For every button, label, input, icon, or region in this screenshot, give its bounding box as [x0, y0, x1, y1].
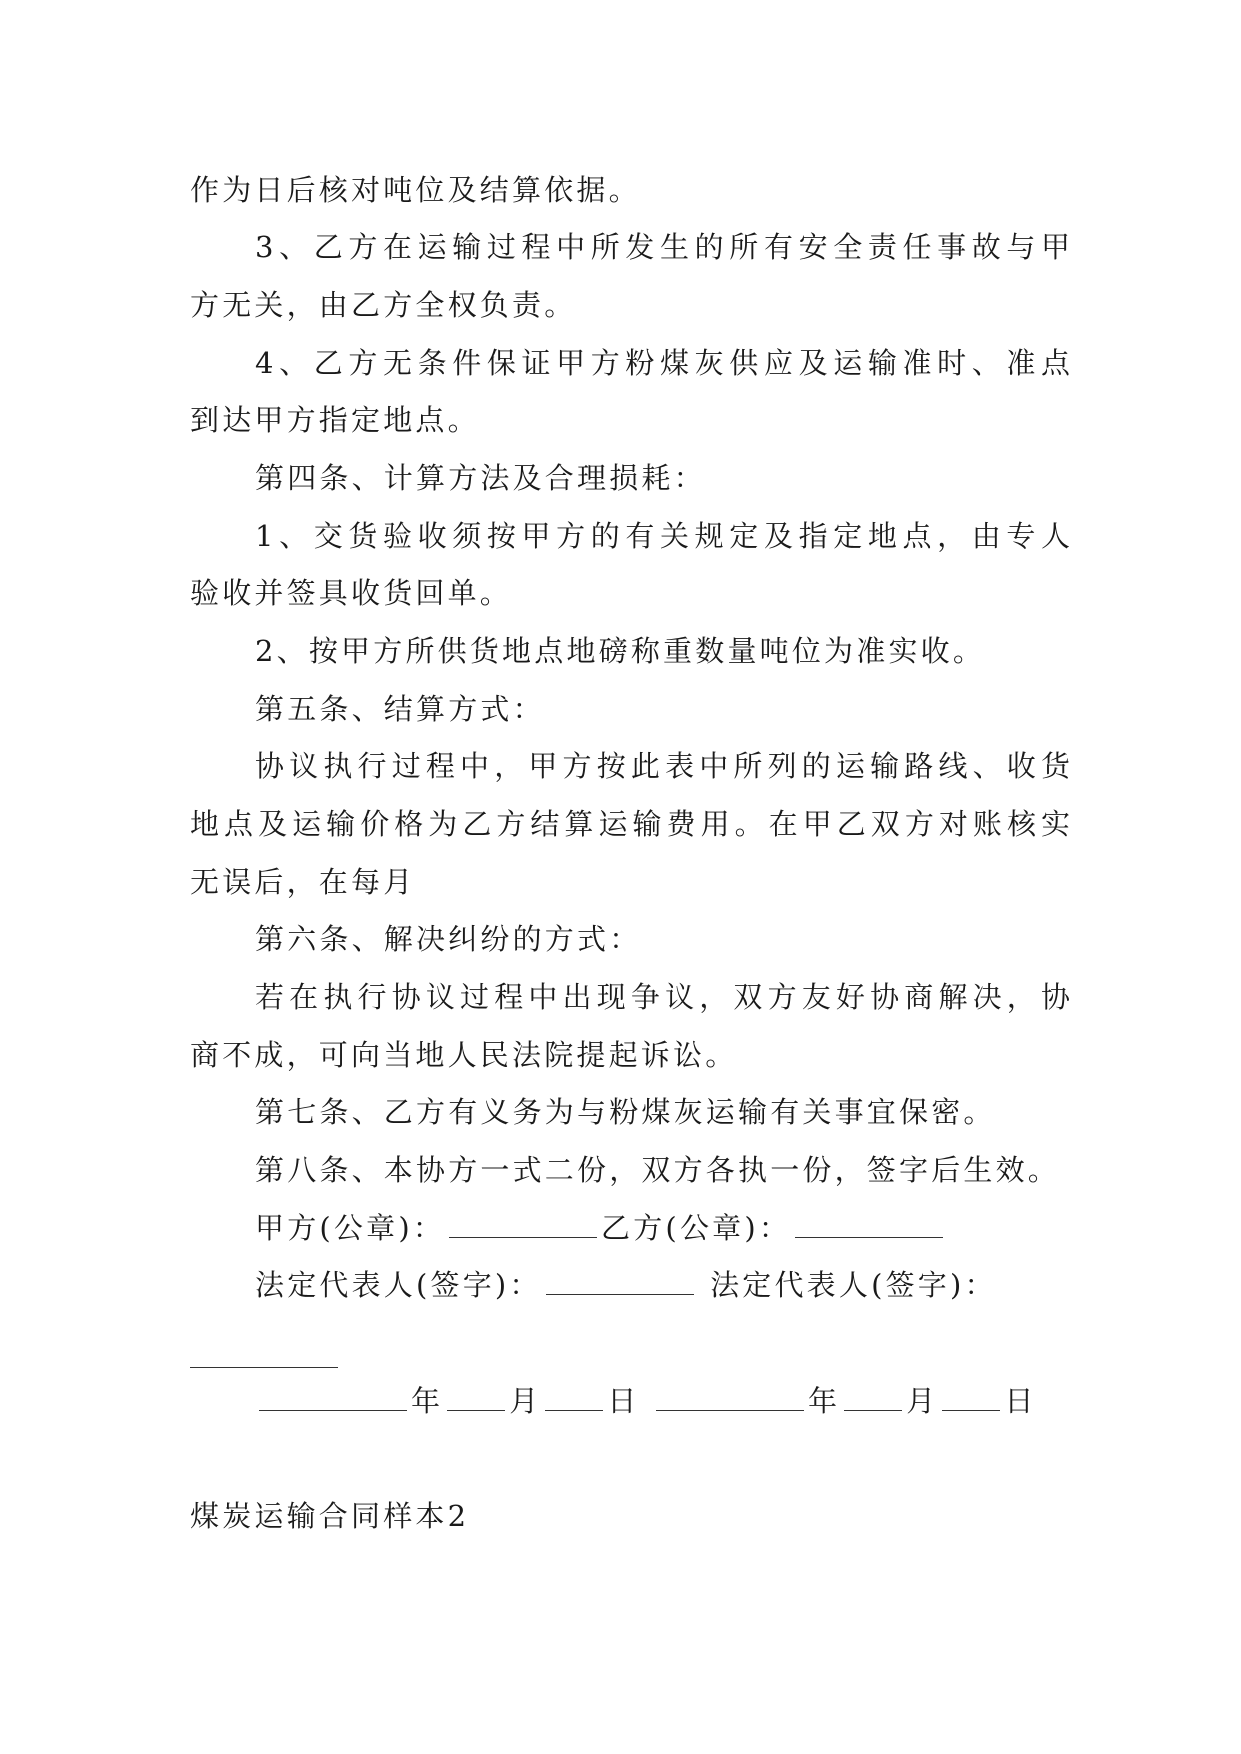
party-b-seal-blank[interactable]	[795, 1211, 943, 1238]
paragraph-line: 无误后，在每月	[190, 865, 416, 899]
paragraph-line: 若在执行协议过程中出现争议，双方友好协商解决，协	[255, 980, 1070, 1014]
paragraph-line: 1、交货验收须按甲方的有关规定及指定地点，由专人	[255, 519, 1070, 553]
date-b-month-blank[interactable]	[844, 1384, 902, 1411]
section-heading: 第六条、解决纠纷的方式：	[255, 922, 642, 956]
paragraph-line: 商不成，可向当地人民法院提起诉讼。	[190, 1038, 738, 1072]
date-a-year-blank[interactable]	[259, 1384, 407, 1411]
date-b-day-blank[interactable]	[942, 1384, 1000, 1411]
paragraph-line: 方无关，由乙方全权负责。	[190, 288, 577, 322]
year-label: 年	[411, 1384, 444, 1418]
paragraph-line: 作为日后核对吨位及结算依据。	[190, 173, 641, 207]
rep-b-label: 法定代表人(签字)：	[710, 1268, 997, 1302]
representative-line	[255, 1265, 1070, 1305]
day-label: 日	[1004, 1384, 1037, 1418]
month-label: 月	[906, 1384, 939, 1418]
party-b-seal-label: 乙方(公章)：	[601, 1211, 792, 1245]
paragraph-line: 到达甲方指定地点。	[190, 403, 480, 437]
section-heading: 第四条、计算方法及合理损耗：	[255, 461, 706, 495]
party-a-seal-label: 甲方(公章)：	[255, 1211, 446, 1245]
paragraph-line: 2、按甲方所供货地点地磅称重数量吨位为准实收。	[255, 634, 986, 668]
year-label: 年	[808, 1384, 841, 1418]
paragraph-line: 协议执行过程中，甲方按此表中所列的运输路线、收货	[255, 749, 1070, 783]
rep-a-blank[interactable]	[546, 1268, 694, 1295]
paragraph-line: 3、乙方在运输过程中所发生的所有安全责任事故与甲	[255, 230, 1070, 264]
rep-a-label: 法定代表人(签字)：	[255, 1268, 542, 1302]
paragraph-line: 4、乙方无条件保证甲方粉煤灰供应及运输准时、准点	[255, 346, 1070, 380]
day-label: 日	[607, 1384, 640, 1418]
date-line	[255, 1381, 1070, 1421]
rep-b-blank[interactable]	[190, 1367, 338, 1368]
seal-line	[255, 1208, 1070, 1248]
paragraph-line: 地点及运输价格为乙方结算运输费用。在甲乙双方对账核实	[190, 807, 1070, 841]
date-b-year-blank[interactable]	[656, 1384, 804, 1411]
date-a-month-blank[interactable]	[447, 1384, 505, 1411]
month-label: 月	[509, 1384, 542, 1418]
party-a-seal-blank[interactable]	[449, 1211, 597, 1238]
section-heading: 第五条、结算方式：	[255, 692, 545, 726]
section-heading: 第七条、乙方有义务为与粉煤灰运输有关事宜保密。	[255, 1095, 996, 1129]
section-heading: 第八条、本协方一式二份，双方各执一份，签字后生效。	[255, 1153, 1061, 1187]
date-a-day-blank[interactable]	[545, 1384, 603, 1411]
next-section-title: 煤炭运输合同样本2	[190, 1499, 470, 1533]
paragraph-line: 验收并签具收货回单。	[190, 576, 513, 610]
